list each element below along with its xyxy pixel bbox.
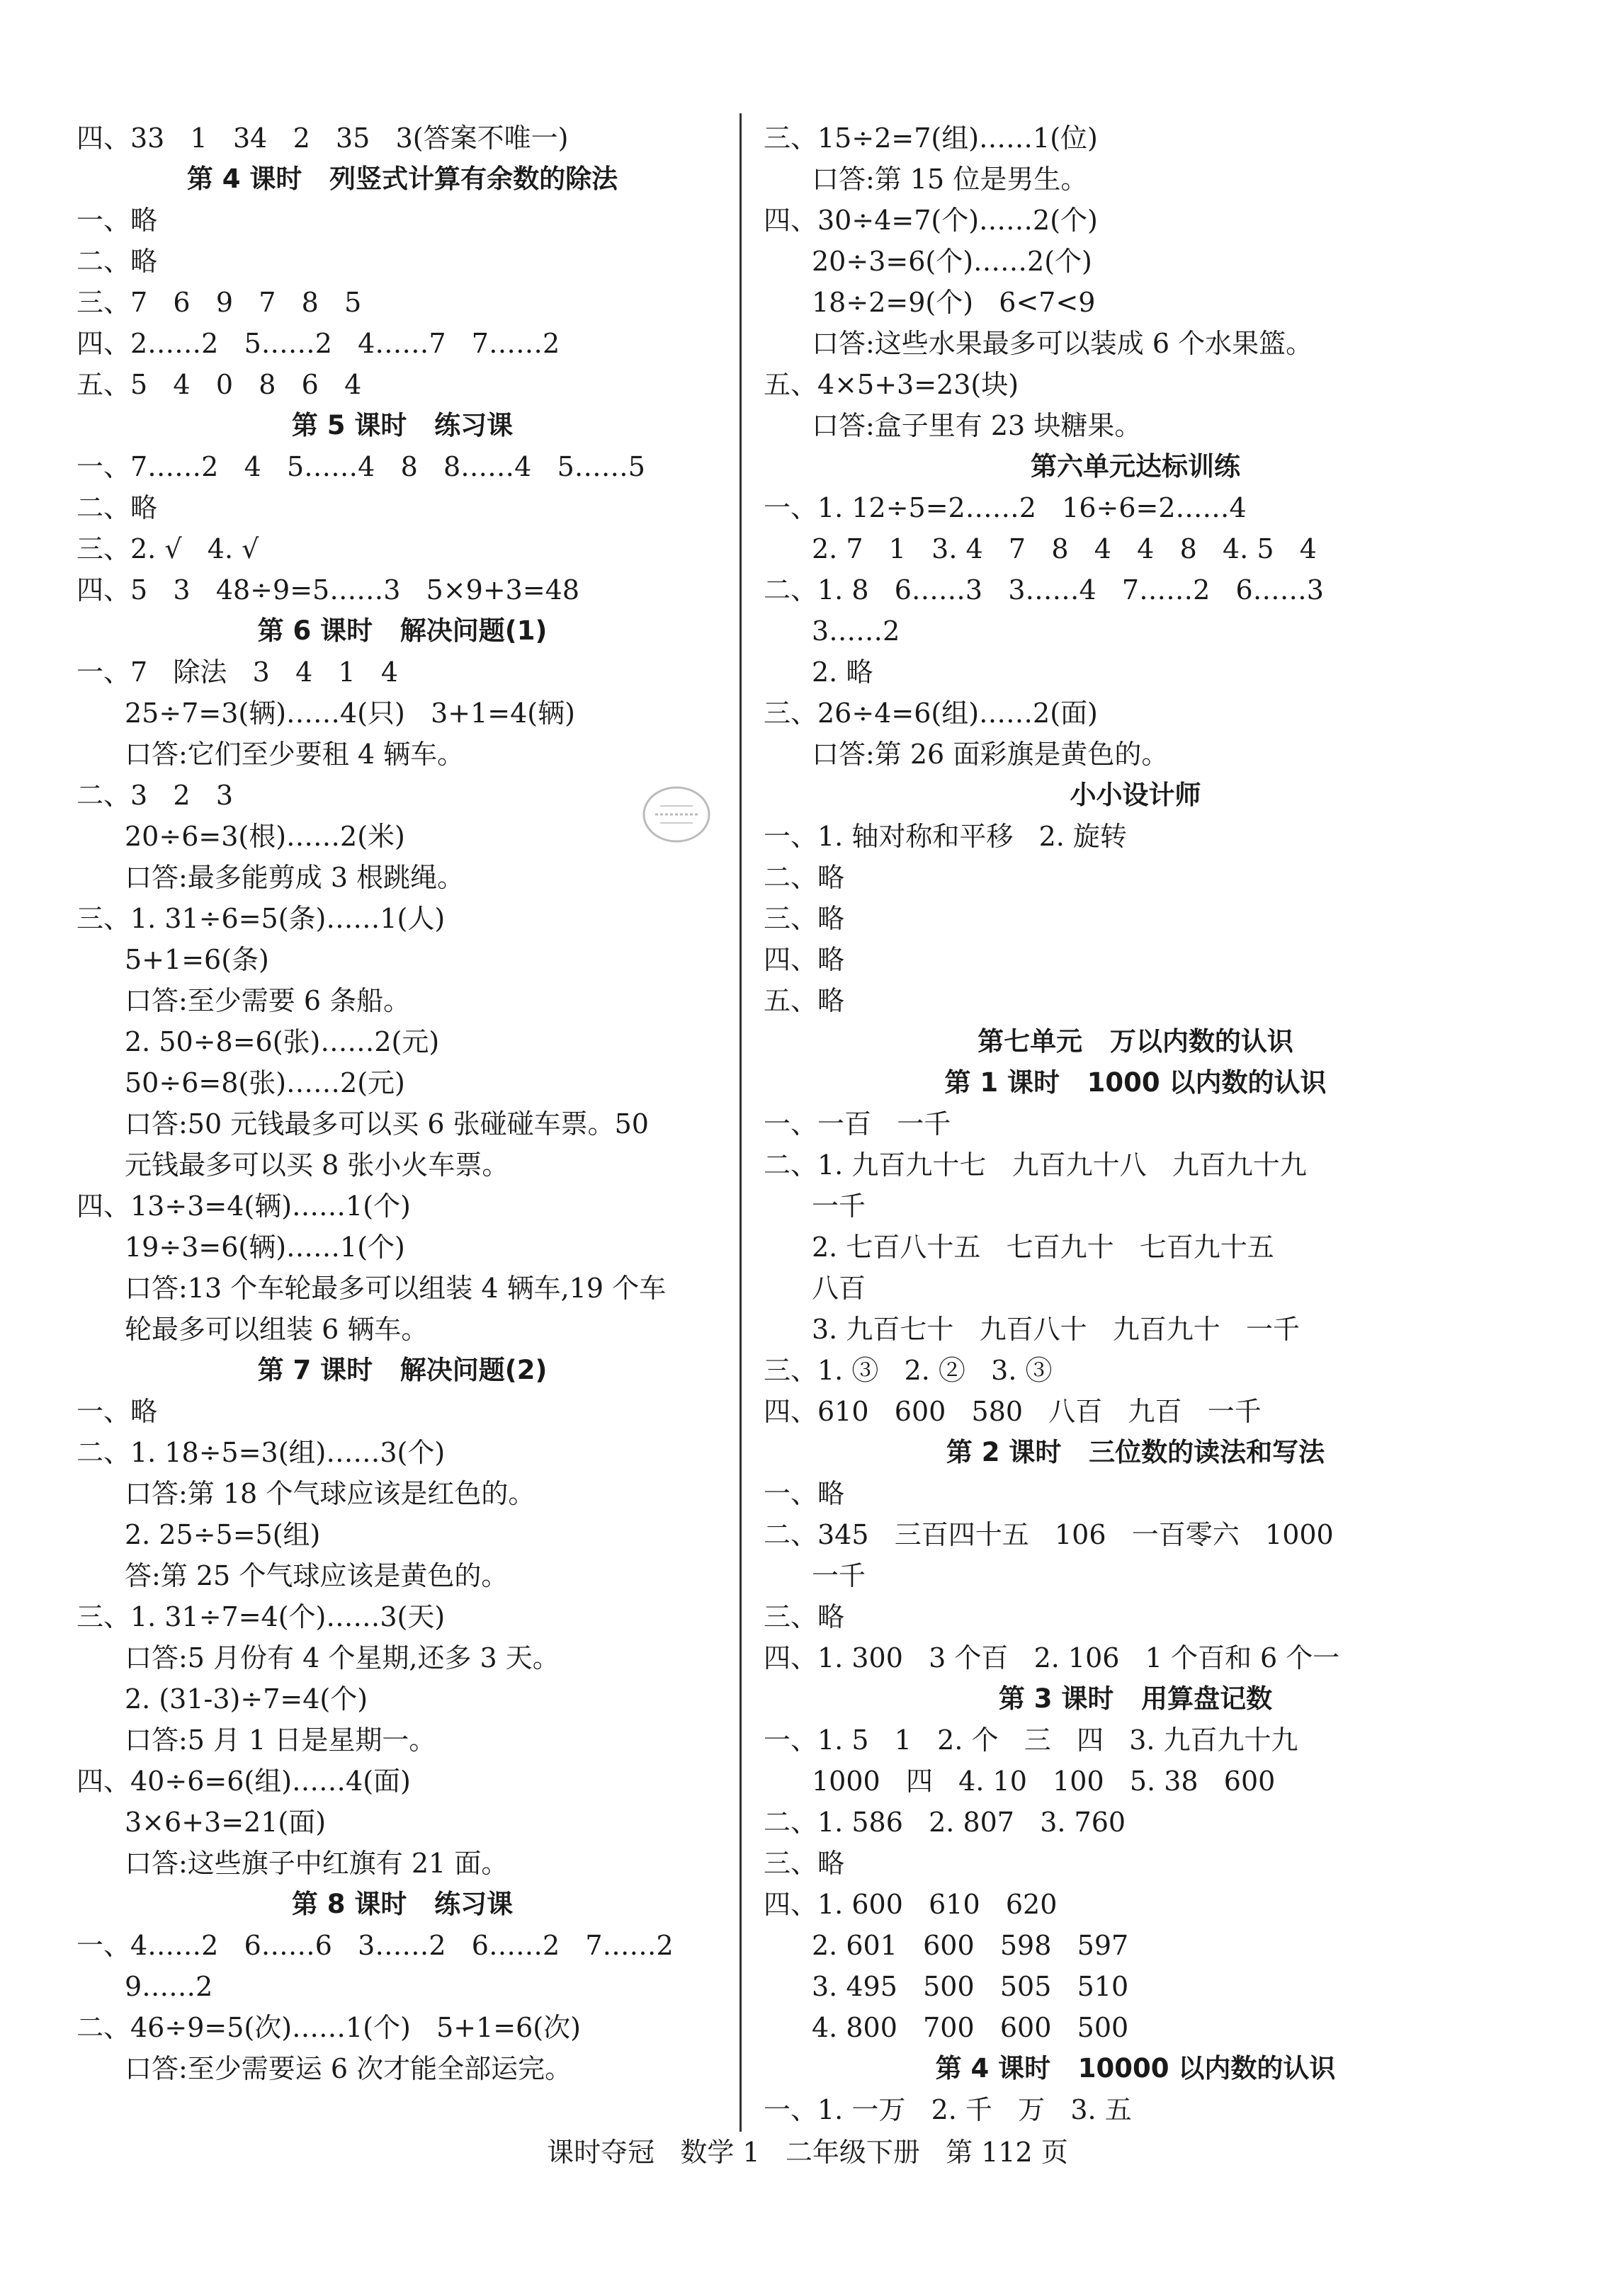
answer-line: 三、1. 31÷6=5(条)……1(人)	[76, 903, 446, 934]
section-heading: 第 1 课时 1000 以内数的认识	[944, 1067, 1327, 1098]
answer-line: 一千	[812, 1560, 866, 1591]
answer-line: 二、略	[764, 862, 845, 893]
answer-line: 一、1. 轴对称和平移 2. 旋转	[764, 821, 1127, 852]
answer-line: 二、46÷9=5(次)……1(个) 5+1=6(次)	[76, 2012, 581, 2043]
answer-line: 三、15÷2=7(组)……1(位)	[764, 123, 1098, 154]
section-heading: 第 5 课时 练习课	[291, 410, 514, 441]
answer-line: 口答:它们至少要租 4 辆车。	[125, 739, 465, 770]
answer-line: 口答:5 月份有 4 个星期,还多 3 天。	[125, 1642, 560, 1673]
answer-line: 五、5 4 0 8 6 4	[76, 369, 362, 400]
answer-line: 口答:第 15 位是男生。	[812, 164, 1088, 195]
page-footer: 课时夺冠 数学 1 二年级下册 第 112 页	[547, 2137, 1068, 2168]
answer-line: 18÷2=9(个) 6<7<9	[812, 287, 1096, 318]
section-heading: 小小设计师	[1070, 780, 1201, 810]
answer-line: 四、1. 600 610 620	[764, 1889, 1058, 1920]
section-heading: 第七单元 万以内数的认识	[978, 1026, 1293, 1057]
answer-line: 口答:至少需要运 6 次才能全部运完。	[125, 2053, 572, 2084]
answer-line: 二、3 2 3	[76, 780, 234, 811]
section-heading: 第 8 课时 练习课	[291, 1889, 514, 1919]
answer-line: 口答:这些旗子中红旗有 21 面。	[125, 1848, 509, 1879]
answer-line: 二、1. 九百九十七 九百九十八 九百九十九	[764, 1149, 1307, 1181]
answer-line: 四、13÷3=4(辆)……1(个)	[76, 1190, 411, 1222]
answer-line: 口答:至少需要 6 条船。	[125, 985, 411, 1016]
answer-line: 口答:第 26 面彩旗是黄色的。	[812, 739, 1169, 770]
answer-line: 答:第 25 个气球应该是黄色的。	[125, 1560, 509, 1591]
answer-line: 2. 50÷8=6(张)……2(元)	[125, 1026, 440, 1057]
answer-line: 20÷3=6(个)……2(个)	[812, 246, 1092, 277]
answer-line: 50÷6=8(张)……2(元)	[125, 1067, 405, 1098]
watermark-stamp	[638, 779, 715, 850]
section-heading: 第 3 课时 用算盘记数	[998, 1683, 1273, 1714]
answer-line: 四、2……2 5……2 4……7 7……2	[76, 328, 560, 359]
answer-line: 3×6+3=21(面)	[125, 1807, 327, 1838]
answer-line: 20÷6=3(根)……2(米)	[125, 821, 405, 852]
answer-line: 口答:第 18 个气球应该是红色的。	[125, 1478, 536, 1509]
right-column	[764, 118, 1507, 2130]
answer-line: 四、略	[764, 944, 845, 975]
answer-line: 一、1. 12÷5=2……2 16÷6=2……4	[764, 492, 1247, 523]
answer-line: 四、33 1 34 2 35 3(答案不唯一)	[76, 123, 569, 154]
section-heading: 第 2 课时 三位数的读法和写法	[946, 1437, 1325, 1467]
answer-line: 三、略	[764, 1848, 845, 1879]
answer-line: 一、略	[76, 1396, 158, 1427]
answer-line: 口答:盒子里有 23 块糖果。	[812, 410, 1142, 441]
left-column	[76, 118, 728, 2089]
answer-line: 2. 七百八十五 七百九十 七百九十五	[812, 1232, 1274, 1263]
answer-line: 9……2	[125, 1971, 213, 2002]
answer-line: 2. (31-3)÷7=4(个)	[125, 1683, 368, 1715]
answer-line: 一、一百 一千	[764, 1108, 951, 1140]
answer-line: 四、5 3 48÷9=5……3 5×9+3=48	[76, 574, 580, 606]
answer-line: 一、略	[76, 205, 158, 236]
answer-line: 3……2	[812, 615, 900, 647]
answer-line: 一、4……2 6……6 3……2 6……2 7……2	[76, 1930, 674, 1961]
answer-line: 口答:最多能剪成 3 根跳绳。	[125, 862, 465, 893]
answer-line: 二、1. 8 6……3 3……4 7……2 6……3	[764, 574, 1324, 606]
answer-line: 口答:13 个车轮最多可以组装 4 辆车,19 个车	[125, 1273, 667, 1304]
answer-line: 三、略	[764, 903, 845, 934]
answer-line: 五、4×5+3=23(块)	[764, 369, 1019, 400]
answer-line: 一、7……2 4 5……4 8 8……4 5……5	[76, 451, 645, 482]
answer-line: 4. 800 700 600 500	[812, 2012, 1129, 2043]
answer-line: 3. 495 500 505 510	[812, 1971, 1129, 2002]
answer-line: 四、1. 300 3 个百 2. 106 1 个百和 6 个一	[764, 1642, 1340, 1673]
answer-line: 3. 九百七十 九百八十 九百九十 一千	[812, 1314, 1300, 1345]
answer-line: 三、1. 31÷7=4(个)……3(天)	[76, 1601, 446, 1632]
section-heading: 第 4 课时 列竖式计算有余数的除法	[186, 164, 618, 194]
answer-line: 三、7 6 9 7 8 5	[76, 287, 362, 318]
answer-line: 四、610 600 580 八百 九百 一千	[764, 1396, 1262, 1427]
answer-line: 2. 7 1 3. 4 7 8 4 4 8 4. 5 4	[812, 533, 1317, 564]
answer-line: 二、略	[76, 246, 158, 277]
answer-line: 三、1. ③ 2. ② 3. ③	[764, 1355, 1053, 1386]
answer-line: 1000 四 4. 10 100 5. 38 600	[812, 1766, 1276, 1797]
answer-line: 二、345 三百四十五 106 一百零六 1000	[764, 1519, 1334, 1550]
answer-line: 轮最多可以组装 6 辆车。	[125, 1314, 429, 1345]
answer-line: 2. 25÷5=5(组)	[125, 1519, 321, 1550]
answer-line: 一、1. 一万 2. 千 万 3. 五	[764, 2094, 1132, 2125]
answer-line: 口答:5 月 1 日是星期一。	[125, 1724, 436, 1756]
answer-line: 一、略	[764, 1478, 845, 1509]
answer-line: 19÷3=6(辆)……1(个)	[125, 1232, 405, 1263]
answer-line: 四、30÷4=7(个)……2(个)	[764, 205, 1098, 236]
answer-line: 口答:50 元钱最多可以买 6 张碰碰车票。50	[125, 1108, 649, 1140]
answer-line: 二、略	[76, 492, 158, 523]
section-heading: 第 4 课时 10000 以内数的认识	[935, 2053, 1336, 2084]
answer-line: 一、7 除法 3 4 1 4	[76, 657, 399, 688]
answer-line: 四、40÷6=6(组)……4(面)	[76, 1766, 411, 1797]
section-heading: 第 7 课时 解决问题(2)	[257, 1355, 548, 1385]
answer-line: 5+1=6(条)	[125, 944, 269, 975]
answer-line: 口答:这些水果最多可以装成 6 个水果篮。	[812, 328, 1313, 359]
answer-line: 元钱最多可以买 8 张小火车票。	[125, 1149, 509, 1181]
answer-line: 25÷7=3(辆)……4(只) 3+1=4(辆)	[125, 698, 575, 729]
answer-line: 2. 略	[812, 657, 873, 688]
column-divider	[740, 113, 742, 2132]
answer-line: 五、略	[764, 985, 845, 1016]
answer-line: 三、2. √ 4. √	[76, 533, 259, 564]
answer-line: 二、1. 18÷5=3(组)……3(个)	[76, 1437, 446, 1468]
answer-line: 2. 601 600 598 597	[812, 1930, 1129, 1961]
answer-line: 八百	[812, 1273, 866, 1304]
answer-line: 一千	[812, 1190, 866, 1222]
answer-line: 一、1. 5 1 2. 个 三 四 3. 九百九十九	[764, 1724, 1298, 1756]
section-heading: 第六单元达标训练	[1031, 451, 1240, 482]
answer-line: 三、略	[764, 1601, 845, 1632]
section-heading: 第 6 课时 解决问题(1)	[257, 615, 548, 646]
answer-line: 三、26÷4=6(组)……2(面)	[764, 698, 1098, 729]
answer-line: 二、1. 586 2. 807 3. 760	[764, 1807, 1126, 1838]
